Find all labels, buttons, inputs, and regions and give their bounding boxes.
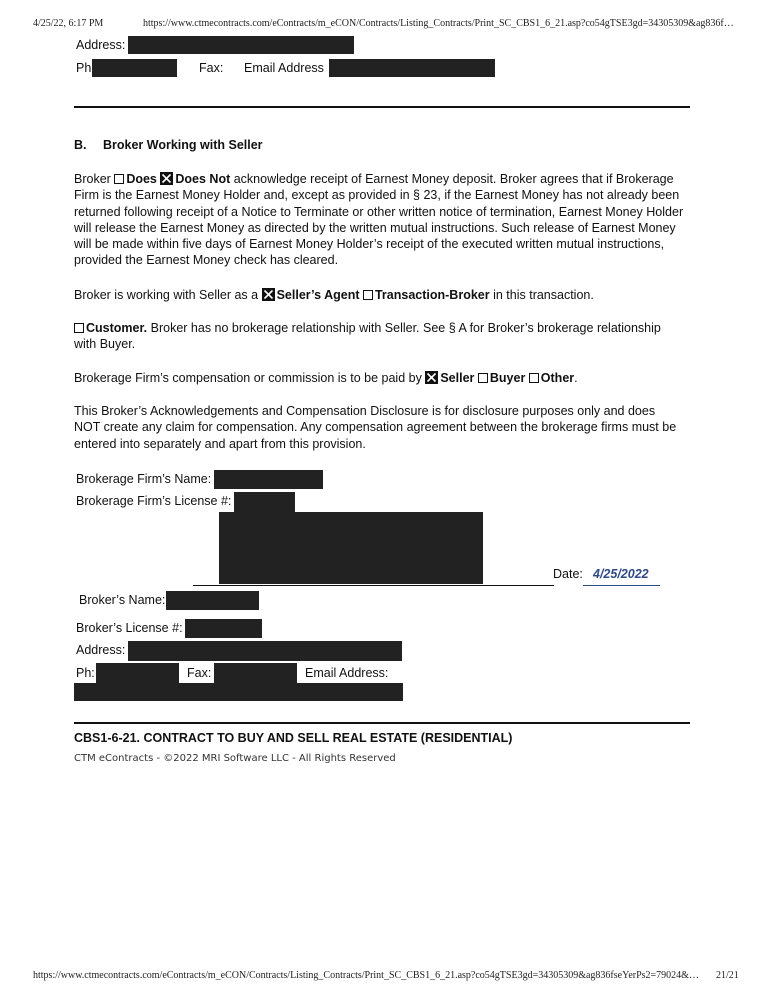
p5-line1: This Broker’s Acknowledgements and Compensation Disclosure is for disclosure purposes only and does	[74, 404, 656, 418]
section-letter: B.	[74, 138, 87, 152]
p3-line1-rest: Broker has no brokerage relationship with Seller. See § A for Broker’s brokerage relationship	[150, 321, 661, 335]
p1-broker: Broker	[74, 172, 111, 186]
p4-lead: Brokerage Firm’s compensation or commission is to be paid by	[74, 371, 422, 385]
p1-line5: will be made within five days of Earnest Money Holder’s receipt of the executed written mutual instructions,	[74, 237, 665, 252]
p2-lead: Broker is working with Seller as a	[74, 288, 259, 302]
p1-line1-rest: acknowledge receipt of Earnest Money deposit. Broker agrees that if Brokerage	[233, 172, 674, 186]
disclosure-paragraph	[74, 403, 694, 452]
sellers-agent-label: Seller’s Agent	[276, 288, 360, 302]
paid-by-seller-checkbox-checked[interactable]	[425, 371, 438, 384]
broker-address-label: Address:	[76, 643, 126, 657]
p1-line2: Firm is the Earnest Money Holder and, except as provided in § 23, if the Earnest Money has not already been	[74, 188, 680, 203]
redacted-broker-phone	[96, 663, 179, 683]
print-url: https://www.ctmecontracts.com/eContracts/m_eCON/Contracts/Listing_Contracts/Print_SC_CBS1_6_21.asp?co54gTSE3gd=34305309&ag836f…	[143, 18, 734, 29]
p1-line3: returned following receipt of a Notice to Terminate or other written notice of termination, Earnest Money Holder	[74, 204, 684, 219]
section-divider	[74, 106, 690, 108]
transaction-broker-checkbox[interactable]	[363, 290, 373, 300]
redacted-email	[329, 59, 495, 77]
print-datetime: 4/25/22, 6:17 PM	[33, 18, 104, 29]
does-not-checkbox-checked[interactable]	[160, 172, 173, 185]
redacted-broker-email	[74, 683, 403, 701]
redacted-broker-name	[166, 591, 259, 610]
redacted-address	[128, 36, 354, 54]
customer-label: Customer.	[86, 321, 148, 335]
paid-by-buyer-label: Buyer	[489, 371, 526, 385]
paid-by-other-checkbox[interactable]	[529, 373, 539, 383]
form-title: CBS1-6-21. CONTRACT TO BUY AND SELL REAL ESTATE (RESIDENTIAL)	[74, 731, 513, 745]
print-footer-url: https://www.ctmecontracts.com/eContracts/m_eCON/Contracts/Listing_Contracts/Print_SC_CBS1_6_21.asp?co54gTSE3gd=34305309&ag836fseYerPs2=79024&…	[33, 970, 699, 981]
agency-paragraph	[74, 287, 694, 303]
does-label: Does	[126, 172, 157, 186]
copyright: CTM eContracts - ©2022 MRI Software LLC - All Rights Reserved	[74, 753, 396, 764]
date-value: 4/25/2022	[593, 567, 649, 581]
redacted-broker-address	[128, 641, 402, 661]
p1-line4: will release the Earnest Money as directed by the written mutual instructions. Such release of Earnest Money	[74, 220, 676, 235]
firm-name-label: Brokerage Firm’s Name:	[76, 472, 212, 486]
paid-by-buyer-checkbox[interactable]	[478, 373, 488, 383]
firm-license-label: Brokerage Firm’s License #:	[76, 494, 232, 508]
top-fax-label: Fax:	[199, 61, 224, 75]
paid-by-seller-label: Seller	[440, 371, 475, 385]
redacted-firm-license	[234, 492, 295, 512]
broker-name-label: Broker’s Name:	[79, 593, 166, 607]
top-address-label: Address:	[76, 38, 126, 52]
redacted-phone	[92, 59, 177, 77]
p4-tail: .	[574, 371, 578, 385]
section-title: Broker Working with Seller	[103, 138, 263, 152]
date-label: Date:	[553, 567, 583, 581]
p5-line3: entered into separately and apart from this provision.	[74, 436, 366, 451]
earnest-money-paragraph	[74, 171, 694, 269]
does-checkbox[interactable]	[114, 174, 124, 184]
compensation-paragraph	[74, 370, 694, 386]
p1-line6: provided the Earnest Money check has cleared.	[74, 253, 339, 268]
p2-tail: in this transaction.	[493, 288, 594, 302]
sellers-agent-checkbox-checked[interactable]	[262, 288, 275, 301]
redacted-firm-name	[214, 470, 323, 489]
page-number: 21/21	[716, 970, 739, 981]
broker-license-label: Broker’s License #:	[76, 621, 183, 635]
redacted-broker-fax	[214, 663, 297, 683]
redacted-signature	[219, 512, 483, 584]
does-not-label: Does Not	[175, 172, 231, 186]
p3-line2: with Buyer.	[74, 337, 136, 352]
customer-checkbox[interactable]	[74, 323, 84, 333]
transaction-broker-label: Transaction-Broker	[374, 288, 490, 302]
broker-email-label: Email Address:	[305, 666, 389, 680]
top-phone-label: Ph	[76, 61, 92, 75]
redacted-broker-license	[185, 619, 262, 638]
p5-line2: NOT create any claim for compensation. Any compensation agreement between the brokerage firms must be	[74, 420, 677, 435]
customer-paragraph	[74, 320, 694, 353]
date-line	[583, 585, 660, 586]
broker-fax-label: Fax:	[187, 666, 212, 680]
top-email-label: Email Address	[244, 61, 324, 75]
footer-divider	[74, 722, 690, 724]
broker-phone-label: Ph:	[76, 666, 95, 680]
paid-by-other-label: Other	[540, 371, 575, 385]
signature-line	[193, 585, 554, 586]
